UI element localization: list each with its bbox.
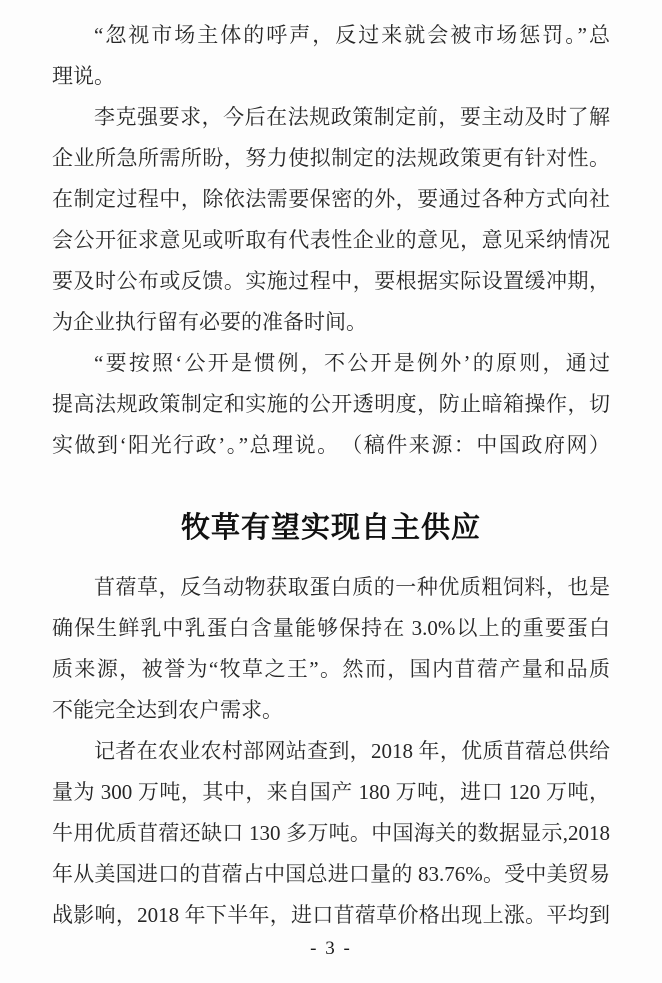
text-line: 牛用优质苜蓿还缺口 130 多万吨。中国海关的数据显示,2018 xyxy=(52,821,610,845)
text-line: 实做到‘阳光行政’。”总理说。 （稿件来源：中国政府网） xyxy=(52,433,610,457)
text-line: 苜蓿草，反刍动物获取蛋白质的一种优质粗饲料，也是 xyxy=(94,575,610,599)
paragraph-quote-1 xyxy=(52,15,610,97)
text-line: 年从美国进口的苜蓿占中国总进口量的 83.76%。受中美贸易 xyxy=(52,862,610,886)
paragraph-alfalfa-statistics xyxy=(52,731,610,936)
text-line: 不能完全达到农户需求。 xyxy=(52,698,283,722)
page-number: - 3 - xyxy=(310,938,352,959)
text-line: “忽视市场主体的呼声，反过来就会被市场惩罚。”总 xyxy=(94,23,610,47)
text-line: “要按照‘公开是惯例，不公开是例外’的原则，通过 xyxy=(94,351,610,375)
text-line: 会公开征求意见或听取有代表性企业的意见，意见采纳情况 xyxy=(52,228,610,252)
text-line: 记者在农业农村部网站查到，2018 年，优质苜蓿总供给 xyxy=(94,739,610,763)
body-text xyxy=(52,15,610,936)
text-line: 理说。 xyxy=(52,64,115,88)
text-line: 质来源，被誉为“牧草之王”。然而，国内苜蓿产量和品质 xyxy=(52,657,610,681)
paragraph-quote-2 xyxy=(52,343,610,466)
text-line: 在制定过程中，除依法需要保密的外，要通过各种方式向社 xyxy=(52,187,610,211)
text-line: 李克强要求，今后在法规政策制定前，要主动及时了解 xyxy=(94,105,610,129)
paragraph-likeqiang-requirements xyxy=(52,97,610,343)
paragraph-alfalfa-intro xyxy=(52,567,610,731)
text-line: 战影响，2018 年下半年，进口苜蓿草价格出现上涨。平均到 xyxy=(52,903,610,927)
text-line: 企业所急所需所盼，努力使拟制定的法规政策更有针对性。 xyxy=(52,146,610,170)
text-line: 要及时公布或反馈。实施过程中，要根据实际设置缓冲期， xyxy=(52,269,610,293)
text-line: 为企业执行留有必要的准备时间。 xyxy=(52,310,367,334)
text-line: 提高法规政策制定和实施的公开透明度，防止暗箱操作，切 xyxy=(52,392,610,416)
text-line: 量为 300 万吨，其中，来自国产 180 万吨，进口 120 万吨， xyxy=(52,780,610,804)
text-line: 确保生鲜乳中乳蛋白含量能够保持在 3.0%以上的重要蛋白 xyxy=(52,616,610,640)
article-title: 牧草有望实现自主供应 xyxy=(180,512,481,544)
